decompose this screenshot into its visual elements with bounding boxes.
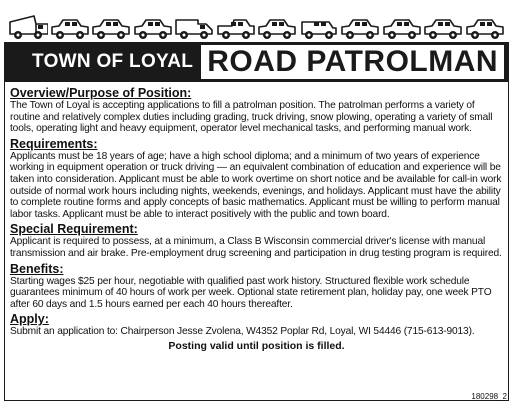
ad-body xyxy=(10,86,503,398)
car-icon xyxy=(257,10,297,42)
position-title: ROAD PATROLMAN xyxy=(201,45,504,79)
car-icon xyxy=(465,10,505,42)
vehicle-strip xyxy=(8,6,505,42)
town-name: TOWN OF LOYAL xyxy=(32,51,194,72)
overview-text: The Town of Loyal is accepting applications to fill a patrolman position. The patrolman performs a variety of routine and relatively complex duties including grading, truck driving, snow plowing, operating a variety of small tools, operating light and heavy equipment, operator level mechanical tasks, and performing manual work. xyxy=(10,100,493,135)
pickup-icon xyxy=(216,10,256,42)
car-icon xyxy=(50,10,90,42)
posting-note: Posting valid until position is filled. xyxy=(168,339,345,352)
dump-truck-icon xyxy=(8,10,48,42)
ad-code: 180298_2 xyxy=(471,392,507,401)
apply-heading: Apply: xyxy=(10,312,49,327)
benefits-heading: Benefits: xyxy=(10,261,64,276)
car-icon xyxy=(382,10,422,42)
car-icon xyxy=(91,10,131,42)
car-icon xyxy=(423,10,463,42)
apply-text: Submit an application to: Chairperson Jesse Zvolena, W4352 Poplar Rd, Loyal, WI 54446 (715-613-9013). xyxy=(10,326,475,338)
truck-icon xyxy=(174,10,214,42)
car-icon xyxy=(340,10,380,42)
requirements-heading: Requirements: xyxy=(10,136,98,151)
car-icon xyxy=(133,10,173,42)
jeep-icon xyxy=(299,10,339,42)
title-banner xyxy=(4,42,509,82)
special-requirement-heading: Special Requirement: xyxy=(10,222,138,237)
benefits-text: Starting wages $25 per hour, negotiable with qualified past work history. Structured flexible work schedule guarantees minimum of 40 hours of work per week. Optional state retirement plan, holiday pay, one week PTO after 60 days and 1.5 hours earned per each 40 hours thereafter. xyxy=(10,275,492,310)
requirements-text: Applicants must be 18 years of age; have a high school diploma; and a minimum of two years of experience working in equipment operation or truck driving — an equivalent combination of education and experience will be taken into consideration. Applicant must be able to work overtime on short notice and be available for call-in work outside of normal work hours including nights, weekends, evenings, and holidays. Applicant must have the ability to complete routine forms and apply concepts of basic mathematics. Applicant must be willing to perform manual labor tasks. Applicant must be able to interact positively with the public and town board. xyxy=(10,150,502,220)
special-requirement-text: Applicant is required to possess, at a minimum, a Class B Wisconsin commercial driver's license with manual transmission and air brake. Pre-employment drug screening and participation in drug testing program is required. xyxy=(10,236,502,259)
overview-heading: Overview/Purpose of Position: xyxy=(10,86,192,100)
